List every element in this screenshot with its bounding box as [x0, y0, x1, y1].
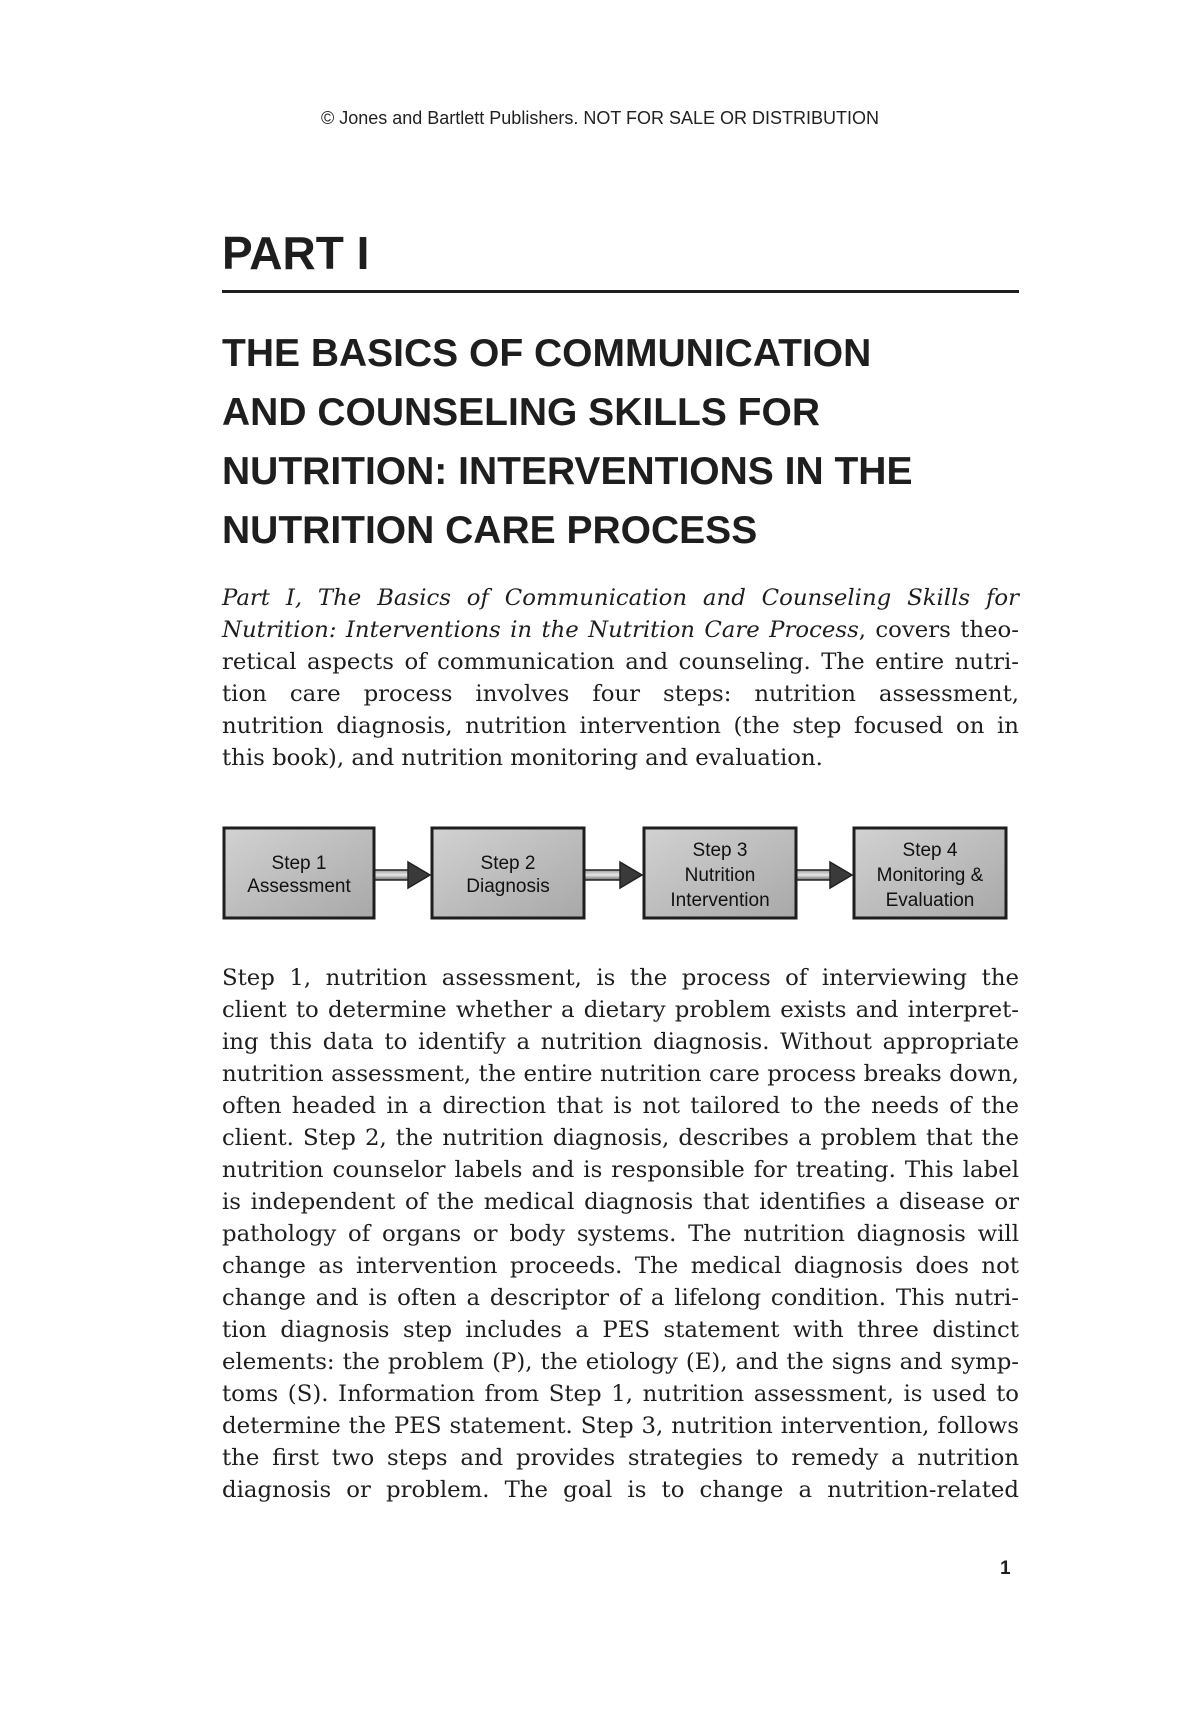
intro-italic-title: Part I, The Basics of Communication and Counseling Skills for [222, 585, 1019, 611]
arrow-icon [584, 862, 642, 888]
body-line: diagnosis or problem. The goal is to change a nutrition-related [222, 1477, 1019, 1503]
step-box-text: Step 3 [692, 840, 748, 861]
body-line: change and is often a descriptor of a lifelong condition. This nutri- [222, 1285, 1019, 1311]
step-box-text: Step 2 [480, 853, 536, 874]
step-box-text: Step 1 [271, 853, 327, 874]
step-box-text: Assessment [247, 876, 351, 897]
intro-line: this book), and nutrition monitoring and evaluation. [222, 745, 823, 771]
part-title-line: THE BASICS OF COMMUNICATION [222, 332, 872, 375]
body-line: often headed in a direction that is not tailored to the needs of the [222, 1093, 1019, 1119]
part-title-line: AND COUNSELING SKILLS FOR [222, 391, 821, 434]
intro-line: Nutrition: Interventions in the Nutrition Care Process, covers theo- [222, 617, 1019, 643]
step-box-3 [644, 828, 796, 918]
body-line: tion diagnosis step includes a PES statement with three distinct [222, 1317, 1019, 1343]
nutrition-care-process-diagram [222, 826, 1022, 926]
page-number: 1 [1000, 1558, 1011, 1579]
intro-paragraph [222, 582, 1019, 774]
intro-line: retical aspects of communication and counseling. The entire nutri- [222, 649, 1019, 675]
part-title [222, 324, 1042, 560]
arrow-icon [796, 862, 852, 888]
intro-italic-title: Nutrition: Interventions in the Nutrition Care Process [222, 617, 859, 643]
part-title-line: NUTRITION CARE PROCESS [222, 509, 758, 552]
body-line: nutrition assessment, the entire nutrition care process breaks down, [222, 1061, 1019, 1087]
step-box-text: Step 4 [902, 840, 958, 861]
part-title-line: NUTRITION: INTERVENTIONS IN THE [222, 450, 913, 493]
body-line: client. Step 2, the nutrition diagnosis, describes a problem that the [222, 1125, 1019, 1151]
copyright-header: © Jones and Bartlett Publishers. NOT FOR SALE OR DISTRIBUTION [320, 108, 880, 128]
step-box-1 [224, 828, 374, 918]
step-box-text: Diagnosis [466, 876, 550, 897]
body-line: pathology of organs or body systems. The nutrition diagnosis will [222, 1221, 1019, 1247]
body-line: Step 1, nutrition assessment, is the process of interviewing the [222, 965, 1019, 991]
body-line: elements: the problem (P), the etiology (E), and the signs and symp- [222, 1349, 1019, 1375]
body-line: nutrition counselor labels and is responsible for treating. This label [222, 1157, 1019, 1183]
step-box-4 [854, 828, 1006, 918]
body-line: ing this data to identify a nutrition diagnosis. Without appropriate [222, 1029, 1019, 1055]
step-box-text: Evaluation [885, 890, 975, 911]
step-box-2 [432, 828, 584, 918]
intro-line: tion care process involves four steps: nutrition assessment, [222, 681, 1019, 707]
step-box-text: Nutrition [684, 865, 756, 886]
body-line: toms (S). Information from Step 1, nutrition assessment, is used to [222, 1381, 1019, 1407]
body-line: client to determine whether a dietary problem exists and interpret- [222, 997, 1019, 1023]
body-paragraph [222, 962, 1019, 1506]
body-line: the first two steps and provides strategies to remedy a nutrition [222, 1445, 1019, 1471]
step-box-text: Monitoring & [876, 865, 984, 886]
intro-line [222, 582, 1019, 614]
intro-line: nutrition diagnosis, nutrition intervention (the step focused on in [222, 713, 1019, 739]
body-line: change as intervention proceeds. The medical diagnosis does not [222, 1253, 1019, 1279]
step-box-text: Intervention [670, 890, 770, 911]
body-line: determine the PES statement. Step 3, nutrition intervention, follows [222, 1413, 1019, 1439]
title-rule [222, 290, 1019, 293]
body-line: is independent of the medical diagnosis that identifies a disease or [222, 1189, 1019, 1215]
arrow-icon [374, 862, 430, 888]
part-label: PART I [222, 227, 370, 279]
